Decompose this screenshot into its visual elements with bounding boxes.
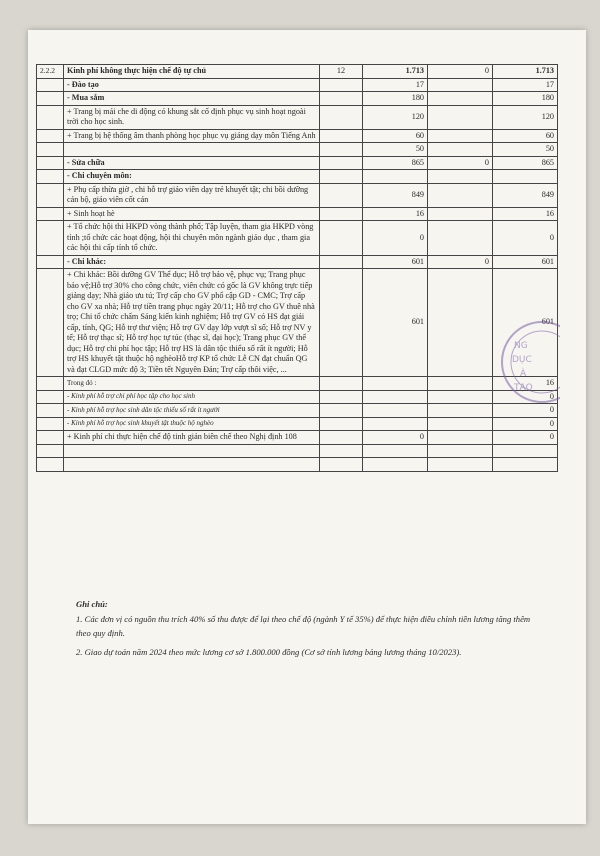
row-col12 (320, 170, 363, 184)
row-index (37, 377, 64, 391)
table-row (37, 143, 558, 157)
empty-row (37, 444, 558, 458)
table-row (37, 221, 558, 256)
row-value-3: 0 (493, 390, 558, 404)
row-col12: 12 (320, 65, 363, 79)
row-value-1: 17 (363, 78, 428, 92)
row-value-3 (493, 170, 558, 184)
row-index (37, 207, 64, 221)
row-value-1: 50 (363, 143, 428, 157)
row-value-3: 16 (493, 377, 558, 391)
empty-cell (64, 458, 320, 472)
row-value-1: 0 (363, 431, 428, 445)
row-value-3: 16 (493, 207, 558, 221)
row-value-3: 50 (493, 143, 558, 157)
empty-cell (37, 458, 64, 472)
row-col12 (320, 431, 363, 445)
notes-heading: Ghi chú: (76, 599, 108, 609)
notes-section (76, 598, 546, 665)
row-value-1: 865 (363, 156, 428, 170)
row-index (37, 129, 64, 143)
row-col12 (320, 417, 363, 431)
table-row (37, 170, 558, 184)
table-row (37, 207, 558, 221)
row-index (37, 269, 64, 377)
table-row (37, 255, 558, 269)
table-row (37, 105, 558, 129)
row-col12 (320, 255, 363, 269)
row-value-1: 0 (363, 221, 428, 256)
row-label: - Mua sắm (64, 92, 320, 106)
empty-cell (363, 444, 428, 458)
note-item-2: 2. Giao dự toán năm 2024 theo mức lương cơ sở 1.800.000 đồng (Cơ sở tính lương bảng lương tháng 10/2023). (76, 646, 462, 657)
table-row (37, 129, 558, 143)
row-label: - Chi chuyên môn: (64, 170, 320, 184)
row-col12 (320, 92, 363, 106)
row-value-2: 0 (428, 255, 493, 269)
svg-text:À: À (520, 369, 527, 379)
empty-cell (363, 458, 428, 472)
row-col12 (320, 183, 363, 207)
row-label: + Trang bị mái che di động có khung sắt cố định phục vụ sinh hoạt ngoài trời cho học sinh. (64, 105, 320, 129)
table-row (37, 431, 558, 445)
row-value-2 (428, 129, 493, 143)
row-value-1: 180 (363, 92, 428, 106)
row-label: + Tổ chức hội thi HKPD vòng thành phố; Tập luyện, tham gia HKPD vòng tỉnh ;tổ chức các hoạt động, hội thi chuyên môn ngành giáo dục , tham gia các hội thi cấp tỉnh tổ chức. (64, 221, 320, 256)
row-label: + Chi khác: Bồi dưỡng GV Thể dục; Hỗ trợ bảo vệ, phục vụ; Trang phục bảo vệ;Hỗ trợ 30% cho công chức, viên chức có gốc là GV không trực tiếp giảng dạy; Nhà giáo ưu tú; Trợ cấp cho GV phổ cập GD - CMC; Trợ cấp cho GV xa nhà; Hỗ trợ tiền trang phục ngày 20/11; Hỗ trợ cho GV thuê nhà trọ; Chi tổ chức chấm Sáng kiến kinh nghiệm; Hỗ trợ GV có HS đạt giải cấp, tỉnh, QG; Hỗ trợ thư viện; Hỗ trợ GV dạy lớp vượt sĩ số; Hỗ trợ NV y tế; Hỗ trợ thạc sĩ; Hỗ trợ học tự túc (thạc sĩ, đại học); Trang phục GV thể dục; Hỗ trợ chi phí học tập; Hỗ trợ HS là dân tộc thiểu số rất ít người; Hỗ trợ HS khuyết tật thuộc hộ nghèoHỗ trợ KP tổ chức Lễ CN đạt chuẩn QG và đạt CLGD mức độ 3; Tiền tết Nguyên Đán; Trợ cấp thôi việc, ... (64, 269, 320, 377)
row-index (37, 170, 64, 184)
row-value-2 (428, 269, 493, 377)
table-row (37, 156, 558, 170)
svg-text:NG: NG (514, 341, 528, 351)
row-col12 (320, 377, 363, 391)
svg-text:DỤC: DỤC (512, 355, 532, 365)
empty-cell (37, 444, 64, 458)
row-value-3: 0 (493, 431, 558, 445)
row-value-2 (428, 143, 493, 157)
table-row (37, 404, 558, 418)
empty-cell (428, 444, 493, 458)
row-value-1: 60 (363, 129, 428, 143)
row-value-3: 1.713 (493, 65, 558, 79)
row-index (37, 255, 64, 269)
row-col12 (320, 78, 363, 92)
row-value-3: 120 (493, 105, 558, 129)
row-value-3: 601 (493, 255, 558, 269)
empty-cell (64, 444, 320, 458)
row-value-3: 17 (493, 78, 558, 92)
row-label: + Kinh phí chi thực hiện chế độ tinh giản biên chế theo Nghị định 108 (64, 431, 320, 445)
empty-cell (493, 458, 558, 472)
budget-table (36, 64, 558, 472)
table-row (37, 269, 558, 377)
row-index (37, 156, 64, 170)
row-col12 (320, 156, 363, 170)
row-index (37, 183, 64, 207)
row-col12 (320, 207, 363, 221)
row-value-1 (363, 170, 428, 184)
row-value-2 (428, 105, 493, 129)
empty-cell (428, 458, 493, 472)
row-index (37, 404, 64, 418)
row-value-2 (428, 170, 493, 184)
row-index (37, 417, 64, 431)
row-label: + Trang bị hệ thống âm thanh phòng học phục vụ giảng dạy môn Tiếng Anh (64, 129, 320, 143)
row-index (37, 431, 64, 445)
row-value-1 (363, 404, 428, 418)
row-value-1: 601 (363, 269, 428, 377)
row-value-3: 601 (493, 269, 558, 377)
row-label: - Đào tạo (64, 78, 320, 92)
row-value-2 (428, 404, 493, 418)
row-value-2 (428, 183, 493, 207)
row-label: + Phụ cấp thừa giờ , chi hỗ trợ giáo viên dạy trẻ khuyết tật; chi bồi dưỡng cán bộ, giáo viên cốt cán (64, 183, 320, 207)
row-value-2: 0 (428, 156, 493, 170)
row-index (37, 105, 64, 129)
empty-cell (320, 458, 363, 472)
row-value-1 (363, 390, 428, 404)
table-row (37, 78, 558, 92)
row-index (37, 78, 64, 92)
row-value-1: 849 (363, 183, 428, 207)
row-col12 (320, 129, 363, 143)
row-value-1: 16 (363, 207, 428, 221)
table-row (37, 92, 558, 106)
row-value-3: 180 (493, 92, 558, 106)
row-value-2 (428, 207, 493, 221)
row-value-3: 849 (493, 183, 558, 207)
row-value-1: 120 (363, 105, 428, 129)
row-value-3: 0 (493, 221, 558, 256)
empty-cell (493, 444, 558, 458)
row-col12 (320, 390, 363, 404)
row-label: - Chi khác: (64, 255, 320, 269)
row-label (64, 143, 320, 157)
row-value-1 (363, 377, 428, 391)
row-col12 (320, 269, 363, 377)
row-value-2 (428, 78, 493, 92)
table-row (37, 377, 558, 391)
row-label: Trong đó : (64, 377, 320, 391)
row-col12 (320, 143, 363, 157)
row-value-3: 0 (493, 404, 558, 418)
table-row (37, 183, 558, 207)
row-value-2 (428, 390, 493, 404)
row-value-1: 601 (363, 255, 428, 269)
row-label: Kinh phí không thực hiện chế độ tự chủ (64, 65, 320, 79)
row-value-2 (428, 417, 493, 431)
row-label: + Sinh hoạt hè (64, 207, 320, 221)
row-col12 (320, 105, 363, 129)
row-value-2 (428, 221, 493, 256)
row-label: - Kinh phí hỗ trợ chi phí học tập cho học sinh (64, 390, 320, 404)
official-stamp (498, 318, 560, 406)
table-header-row (37, 65, 558, 79)
row-label: - Sửa chữa (64, 156, 320, 170)
row-index: 2.2.2 (37, 65, 64, 79)
row-col12 (320, 221, 363, 256)
row-index (37, 143, 64, 157)
row-index (37, 221, 64, 256)
row-value-2 (428, 431, 493, 445)
row-value-3: 865 (493, 156, 558, 170)
row-col12 (320, 404, 363, 418)
empty-cell (320, 444, 363, 458)
row-label: - Kinh phí hỗ trợ học sinh dân tộc thiểu số rất ít người (64, 404, 320, 418)
row-label: - Kinh phí hỗ trợ học sinh khuyết tật thuộc hộ nghèo (64, 417, 320, 431)
row-index (37, 390, 64, 404)
row-value-2: 0 (428, 65, 493, 79)
row-value-1 (363, 417, 428, 431)
empty-row (37, 458, 558, 472)
row-value-1: 1.713 (363, 65, 428, 79)
table-row (37, 390, 558, 404)
row-value-3: 60 (493, 129, 558, 143)
svg-text:TẠO: TẠO (514, 383, 533, 393)
table-row (37, 417, 558, 431)
row-value-3: 0 (493, 417, 558, 431)
note-item-1: 1. Các đơn vị có nguồn thu trích 40% số thu được để lại theo chế độ (ngành Y tế 35%) để thực hiện điều chỉnh tiền lương tăng thêm theo quy định. (76, 614, 531, 638)
row-index (37, 92, 64, 106)
row-value-2 (428, 377, 493, 391)
row-value-2 (428, 92, 493, 106)
